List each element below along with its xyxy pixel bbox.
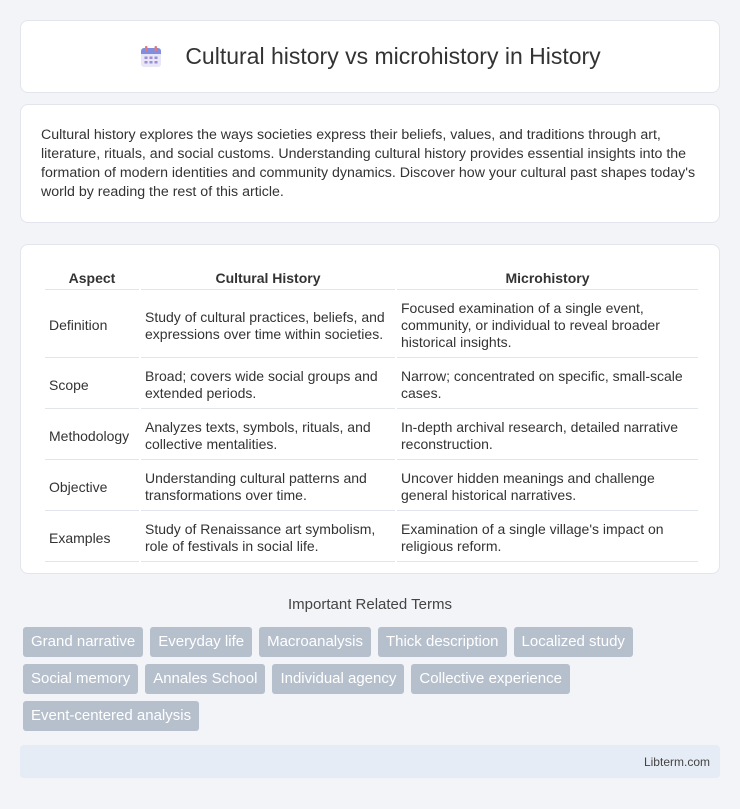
header-aspect: Aspect — [45, 265, 139, 290]
row-microhistory: Uncover hidden meanings and challenge general historical narratives. — [397, 462, 698, 511]
term-tag[interactable]: Collective experience — [411, 664, 570, 694]
row-microhistory: Narrow; concentrated on specific, small-scale cases. — [397, 360, 698, 409]
row-cultural-history: Study of Renaissance art symbolism, role of festivals in social life. — [141, 513, 395, 562]
term-tag[interactable]: Macroanalysis — [259, 627, 371, 657]
row-microhistory: In-depth archival research, detailed narrative reconstruction. — [397, 411, 698, 460]
row-cultural-history: Broad; covers wide social groups and extended periods. — [141, 360, 395, 409]
table-header-row — [45, 265, 698, 290]
page-title: Cultural history vs microhistory in History — [185, 43, 601, 69]
term-tag[interactable]: Everyday life — [150, 627, 252, 657]
row-microhistory: Focused examination of a single event, community, or individual to reveal broader historical insights. — [397, 292, 698, 358]
row-aspect: Methodology — [45, 411, 139, 460]
table-row — [45, 292, 698, 358]
table-row — [45, 513, 698, 562]
footer-site-link[interactable]: Libterm.com — [643, 754, 710, 769]
header-microhistory: Microhistory — [397, 265, 698, 290]
intro-card — [20, 104, 720, 223]
comparison-table-card — [20, 244, 720, 574]
row-aspect: Examples — [45, 513, 139, 562]
term-tag[interactable]: Social memory — [23, 664, 138, 694]
row-aspect: Scope — [45, 360, 139, 409]
related-terms-list — [23, 627, 703, 738]
row-aspect: Objective — [45, 462, 139, 511]
intro-text: Cultural history explores the ways societies express their beliefs, values, and traditions through art, literature, rituals, and social customs. Understanding cultural history provides essential insights into the formation of modern identities and community dynamics. Discover how your cultural past shapes today's world by reading the rest of this article. — [41, 127, 696, 200]
table-row — [45, 360, 698, 409]
calendar-icon — [139, 45, 163, 69]
term-tag[interactable]: Localized study — [514, 627, 633, 657]
row-cultural-history: Study of cultural practices, beliefs, and expressions over time within societies. — [141, 292, 395, 358]
related-terms-title: Important Related Terms — [288, 596, 452, 613]
comparison-table — [43, 263, 700, 564]
title-card — [20, 20, 720, 93]
term-tag[interactable]: Annales School — [145, 664, 265, 694]
term-tag[interactable]: Event-centered analysis — [23, 701, 199, 731]
term-tag[interactable]: Grand narrative — [23, 627, 143, 657]
row-microhistory: Examination of a single village's impact on religious reform. — [397, 513, 698, 562]
row-cultural-history: Analyzes texts, symbols, rituals, and collective mentalities. — [141, 411, 395, 460]
table-row — [45, 462, 698, 511]
table-row — [45, 411, 698, 460]
row-cultural-history: Understanding cultural patterns and transformations over time. — [141, 462, 395, 511]
header-cultural-history: Cultural History — [141, 265, 395, 290]
term-tag[interactable]: Individual agency — [272, 664, 404, 694]
row-aspect: Definition — [45, 292, 139, 358]
footer — [20, 745, 720, 778]
term-tag[interactable]: Thick description — [378, 627, 507, 657]
